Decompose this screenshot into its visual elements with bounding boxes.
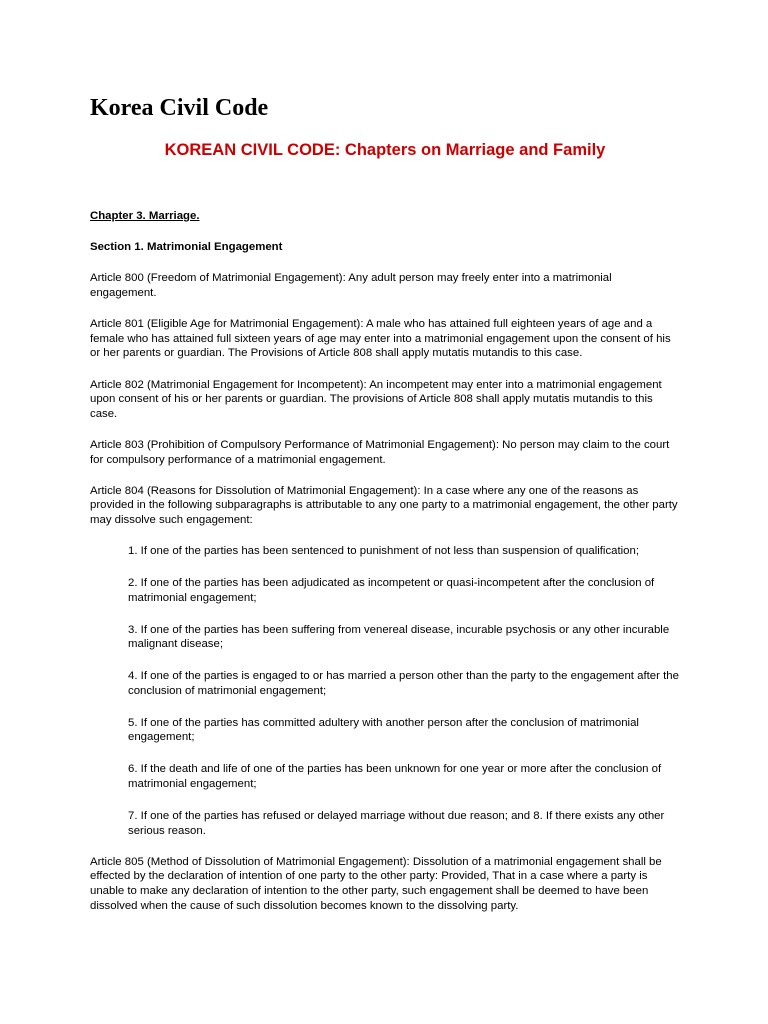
article-804: Article 804 (Reasons for Dissolution of Matrimonial Engagement): In a case where any one of the reasons as provided in the following subparagraphs is attributable to any one party to a matrimonial engagement, the other party may dissolve such engagement:	[90, 484, 678, 526]
subparagraph-4: 4. If one of the parties is engaged to or has married a person other than the party to the engagement after the conclusion of matrimonial engagement;	[128, 670, 679, 697]
document-title: Korea Civil Code	[90, 95, 269, 121]
section-heading: Section 1. Matrimonial Engagement	[90, 241, 283, 254]
article-805: Article 805 (Method of Dissolution of Matrimonial Engagement): Dissolution of a matrimonial engagement shall be effected by the declaration of intention of one party to the other party: Provided, That in a case where a party is unable to make any declaration of intention to the other party, such engagement shall be deemed to have been dissolved when the cause of such dissolution becomes known to the dissolving party.	[90, 855, 662, 912]
article-802: Article 802 (Matrimonial Engagement for Incompetent): An incompetent may enter into a matrimonial engagement upon consent of his or her parents or guardian. The provisions of Article 808 shall apply mutatis mutandis to this case.	[90, 378, 662, 420]
subparagraph-6: 6. If the death and life of one of the parties has been unknown for one year or more after the conclusion of matrimonial engagement;	[128, 763, 662, 790]
subparagraph-3: 3. If one of the parties has been suffering from venereal disease, incurable psychosis or any other incurable malignant disease;	[128, 623, 670, 651]
subparagraph-1: 1. If one of the parties has been sentenced to punishment of not less than suspension of qualification;	[128, 545, 640, 558]
document-subtitle: KOREAN CIVIL CODE: Chapters on Marriage and Family	[164, 141, 606, 159]
article-800: Article 800 (Freedom of Matrimonial Engagement): Any adult person may freely enter into a matrimonial engagement.	[90, 272, 612, 299]
document-body	[90, 209, 680, 930]
subparagraph-7: 7. If one of the parties has refused or delayed marriage without due reason; and 8. If there exists any other serious reason.	[128, 809, 665, 837]
subparagraph-2: 2. If one of the parties has been adjudicated as incompetent or quasi-incompetent after the conclusion of matrimonial engagement;	[128, 577, 655, 604]
article-801: Article 801 (Eligible Age for Matrimonial Engagement): A male who has attained full eighteen years of age and a female who has attained full sixteen years of age may enter into a matrimonial engagement upon the consent of his or her parents or guardian. The Provisions of Article 808 shall apply mutatis mutandis to this case.	[90, 318, 671, 360]
article-803: Article 803 (Prohibition of Compulsory Performance of Matrimonial Engagement): No person may claim to the court for compulsory performance of a matrimonial engagement.	[90, 438, 670, 466]
subparagraph-5: 5. If one of the parties has committed adultery with another person after the conclusion of matrimonial engagement;	[128, 716, 639, 744]
article-804-subparagraph-list	[90, 544, 680, 838]
chapter-heading: Chapter 3. Marriage.	[90, 210, 200, 222]
